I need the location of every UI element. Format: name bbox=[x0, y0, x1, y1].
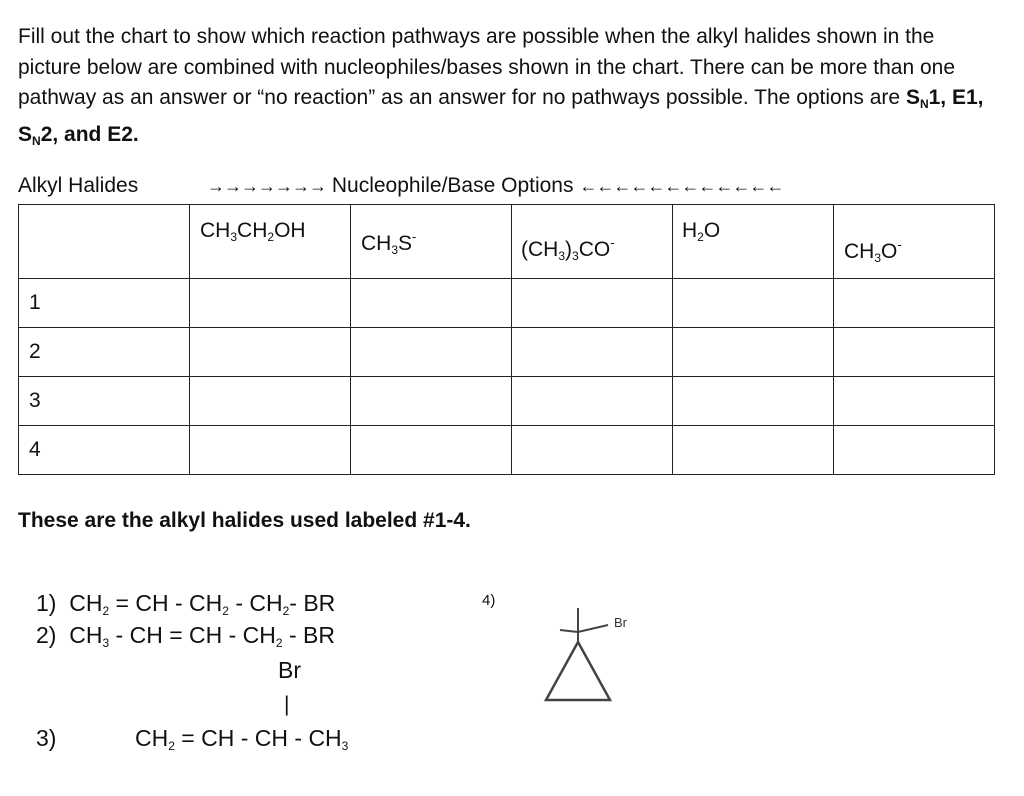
reagent-tert-butoxide: $(CH_3)_3CO^-$ bbox=[521, 235, 615, 263]
answer-cell[interactable] bbox=[351, 328, 512, 377]
left-arrows: ←←←←←←←←←←←← bbox=[579, 176, 784, 196]
col-ethanol bbox=[190, 205, 351, 279]
row-label: 1 bbox=[19, 279, 190, 328]
halide-4-structure bbox=[538, 600, 648, 710]
col-methanethiolate bbox=[351, 205, 512, 279]
chart-header-row bbox=[19, 205, 995, 279]
answer-cell[interactable] bbox=[512, 426, 673, 475]
chart-row-3 bbox=[19, 377, 995, 426]
nucleophile-header-label: Nucleophile/Base Options bbox=[331, 174, 574, 197]
halide-1-number: 1) bbox=[36, 590, 57, 616]
chart-row-1 bbox=[19, 279, 995, 328]
methyl-bond-left bbox=[560, 630, 578, 632]
instructions-text: Fill out the chart to show which reaction pathways are possible when the alkyl halides shown in the picture below are combined with nucleophiles/bases shown in the chart. There can be more than one pathway as an answer or “no reaction” as an answer for no pathways possible. The options are bbox=[18, 25, 956, 109]
answer-cell[interactable] bbox=[190, 377, 351, 426]
answer-cell[interactable] bbox=[512, 279, 673, 328]
answer-cell[interactable] bbox=[834, 279, 995, 328]
reagent-water: $H_2O$ bbox=[682, 219, 721, 244]
option-sn1: $S_N1$, E1, $S_N2$, and E2. bbox=[18, 86, 984, 148]
answer-cell[interactable] bbox=[673, 328, 834, 377]
halide-3-number: 3) bbox=[36, 725, 57, 751]
answer-cell[interactable] bbox=[512, 328, 673, 377]
halide-4-br: Br bbox=[614, 615, 627, 630]
col-methoxide bbox=[834, 205, 995, 279]
halide-1-formula: $CH_2$ = CH - $CH_2 - CH_2-$ BR bbox=[69, 590, 336, 618]
answer-cell[interactable] bbox=[512, 377, 673, 426]
col-tert-butoxide bbox=[512, 205, 673, 279]
answer-cell[interactable] bbox=[673, 279, 834, 328]
answer-cell[interactable] bbox=[351, 426, 512, 475]
halide-2-number: 2) bbox=[36, 622, 57, 648]
halide-1 bbox=[36, 590, 335, 618]
halide-3-bond: | bbox=[284, 693, 290, 716]
answer-cell[interactable] bbox=[351, 279, 512, 328]
halide-3-br: Br bbox=[278, 657, 301, 683]
answer-cell[interactable] bbox=[834, 426, 995, 475]
halide-3-formula: $CH_2$ = CH - CH - $CH_3$ bbox=[135, 725, 349, 753]
answer-cell[interactable] bbox=[834, 377, 995, 426]
alkyl-halides-caption: These are the alkyl halides used labeled #1-4. bbox=[18, 509, 471, 532]
halide-2 bbox=[36, 622, 335, 650]
answer-cell[interactable] bbox=[190, 328, 351, 377]
answer-cell[interactable] bbox=[190, 279, 351, 328]
br-bond bbox=[578, 625, 608, 632]
chart-row-2 bbox=[19, 328, 995, 377]
reagent-ethanol: $CH_3CH_2OH$ bbox=[200, 219, 306, 244]
answer-cell[interactable] bbox=[673, 426, 834, 475]
halide-4-number: 4) bbox=[482, 592, 496, 609]
answer-cell[interactable] bbox=[351, 377, 512, 426]
answer-cell[interactable] bbox=[673, 377, 834, 426]
answer-cell[interactable] bbox=[190, 426, 351, 475]
reaction-chart bbox=[18, 204, 995, 475]
corner-cell bbox=[19, 205, 190, 279]
chart-row-4 bbox=[19, 426, 995, 475]
row-label: 2 bbox=[19, 328, 190, 377]
cyclopropane-ring bbox=[546, 642, 610, 700]
right-arrows: →→→→→→→ bbox=[207, 176, 326, 196]
reagent-methanethiolate: $CH_3S^-$ bbox=[361, 229, 417, 257]
instructions-paragraph bbox=[18, 22, 1003, 156]
nucleophile-header bbox=[207, 174, 783, 198]
reagent-methoxide: $CH_3O^-$ bbox=[844, 237, 902, 265]
col-water bbox=[673, 205, 834, 279]
answer-cell[interactable] bbox=[834, 328, 995, 377]
alkyl-halides-header: Alkyl Halides bbox=[18, 174, 139, 197]
row-label: 3 bbox=[19, 377, 190, 426]
halide-2-formula: $CH_3$ - CH = CH - $CH_2$ - BR bbox=[69, 622, 335, 650]
row-label: 4 bbox=[19, 426, 190, 475]
